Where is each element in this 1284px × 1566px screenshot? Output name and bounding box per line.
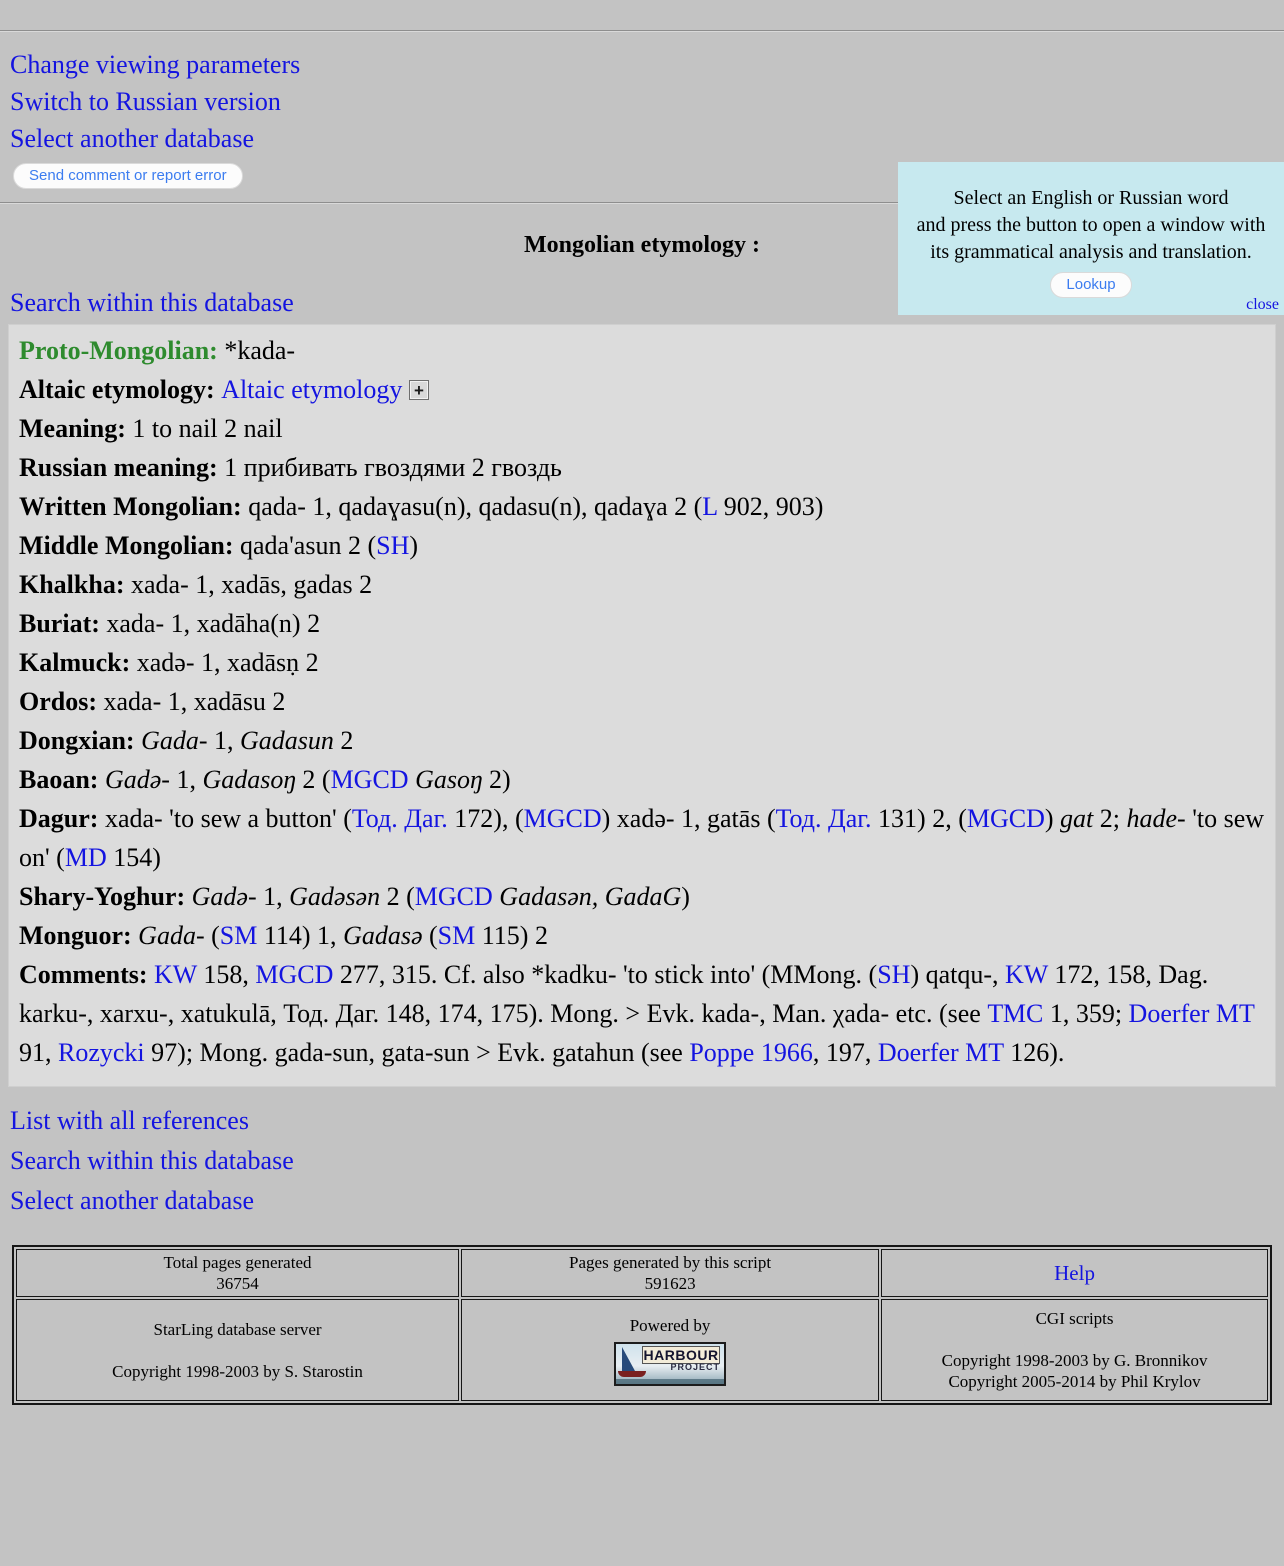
reference-link[interactable]: SH: [877, 960, 911, 989]
field-label: Buriat:: [19, 609, 107, 638]
logo-text-project: PROJECT: [670, 1361, 721, 1372]
footer-row-stats: [16, 1249, 1268, 1297]
field-label: Baoan:: [19, 765, 105, 794]
field-label: Dongxian:: [19, 726, 142, 755]
record-line: [19, 526, 1265, 565]
field-text: ): [1044, 804, 1061, 833]
record-line: [19, 877, 1265, 916]
total-pages-cell: [16, 1249, 459, 1297]
cgi-copyright-2: Copyright 2005-2014 by Phil Krylov: [948, 1372, 1201, 1391]
field-text: 2: [333, 726, 354, 755]
field-text: xada- 1, xadāsu 2: [103, 687, 286, 716]
reference-link[interactable]: Тод. Даг.: [775, 804, 872, 833]
dialect-form: Gadə-: [104, 765, 170, 794]
footer-table: [12, 1245, 1272, 1405]
top-link-0[interactable]: Change viewing parameters: [10, 50, 301, 79]
lookup-message-line: and press the button to open a window with: [916, 214, 1266, 236]
etymology-record: [8, 324, 1276, 1087]
reference-link[interactable]: SM: [219, 921, 258, 950]
field-text: 2 (: [380, 882, 415, 911]
field-text: ) qatqu-,: [910, 960, 1006, 989]
record-line: [19, 916, 1265, 955]
send-comment-button[interactable]: Send comment or report error: [13, 163, 243, 189]
field-label: Meaning:: [19, 414, 133, 443]
lookup-button-row: [898, 272, 1284, 298]
field-text: 277, 315. Cf. also *kadku- 'to stick into' (MMong. (: [333, 960, 878, 989]
field-label: Proto-Mongolian:: [19, 336, 225, 365]
field-text: ): [681, 882, 690, 911]
field-text: 2 (: [295, 765, 331, 794]
dialect-form: Gadasən, GadaG: [499, 882, 682, 911]
field-text: qada'asun 2 (: [240, 531, 377, 560]
field-label: Middle Mongolian:: [19, 531, 241, 560]
record-line: [19, 682, 1265, 721]
field-label: Russian meaning:: [19, 453, 225, 482]
field-text: 158,: [196, 960, 256, 989]
harbour-project-logo[interactable]: [614, 1342, 726, 1386]
reference-link[interactable]: KW: [1005, 960, 1048, 989]
field-text: 91,: [19, 1038, 58, 1067]
record-line: [19, 643, 1265, 682]
field-text: xada- 1, xadāha(n) 2: [106, 609, 321, 638]
lookup-message-line: its grammatical analysis and translation.: [930, 241, 1252, 263]
record-line: [19, 487, 1265, 526]
field-text: (: [204, 921, 220, 950]
field-text: xada- 1, xadās, gadas 2: [131, 570, 373, 599]
help-cell: [881, 1249, 1268, 1297]
help-link[interactable]: Help: [1054, 1260, 1095, 1285]
record-line: [19, 721, 1265, 760]
field-text: xada- 'to sew a button' (: [104, 804, 352, 833]
dialect-form: Gasoŋ: [415, 765, 483, 794]
record-line: [19, 448, 1265, 487]
lookup-overlay-panel: [898, 162, 1284, 315]
close-overlay-link[interactable]: close: [1246, 296, 1279, 313]
field-text: 2;: [1093, 804, 1127, 833]
field-label: Kalmuck:: [19, 648, 137, 677]
field-text: 1,: [207, 726, 241, 755]
reference-link[interactable]: MGCD: [330, 765, 409, 794]
top-divider: [0, 30, 1284, 32]
field-text: 1,: [256, 882, 290, 911]
top-nav-links: [10, 46, 1284, 157]
reference-link[interactable]: KW: [154, 960, 197, 989]
field-text: qada- 1, qadaɣasu(n), qadasu(n), qadaɣa 2 (: [248, 492, 703, 521]
lookup-button[interactable]: Lookup: [1050, 272, 1131, 298]
field-text: ) xadə- 1, gatās (: [601, 804, 776, 833]
script-pages-value: 591623: [644, 1274, 696, 1293]
reference-link[interactable]: MD: [64, 843, 107, 872]
dialect-form: Gadasoŋ: [202, 765, 296, 794]
cgi-label: CGI scripts: [1035, 1309, 1114, 1328]
top-link-2[interactable]: Select another database: [10, 124, 254, 153]
reference-link[interactable]: MGCD: [523, 804, 602, 833]
field-label: Altaic etymology:: [19, 375, 222, 404]
record-line: [19, 370, 1265, 409]
field-text: xadə- 1, xadāsṇ 2: [136, 648, 319, 677]
field-text: 172, 158, Dag. karku-, xarxu-, xatukulā, Тод. Даг. 148, 174, 175). Mong. > Evk. kada-, Man. χada- etc. (see: [19, 960, 1209, 1028]
field-label: Khalkha:: [19, 570, 131, 599]
field-text: 1, 359;: [1043, 999, 1129, 1028]
page-title: Mongolian etymology :: [524, 232, 760, 258]
field-text: 154): [106, 843, 161, 872]
bottom-link-1[interactable]: Search within this database: [10, 1146, 294, 1175]
powered-by-label: Powered by: [629, 1315, 711, 1335]
cgi-credit-cell: [881, 1299, 1268, 1401]
top-link-1[interactable]: Switch to Russian version: [10, 87, 281, 116]
record-line: [19, 760, 1265, 799]
field-label: Dagur:: [19, 804, 105, 833]
lookup-message-line: Select an English or Russian word: [953, 187, 1229, 209]
script-pages-label: Pages generated by this script: [569, 1253, 772, 1272]
field-text: 126).: [1003, 1038, 1065, 1067]
dialect-form: Gadə-: [191, 882, 257, 911]
total-pages-value: 36754: [216, 1274, 259, 1293]
record-line: [19, 409, 1265, 448]
field-text: 1,: [169, 765, 203, 794]
reference-link[interactable]: ТМС: [987, 999, 1044, 1028]
reference-link[interactable]: MGCD: [966, 804, 1045, 833]
field-text: 114) 1,: [257, 921, 344, 950]
field-text: *kada-: [224, 336, 296, 365]
reference-link[interactable]: SH: [376, 531, 410, 560]
dialect-form: Gadəsən: [289, 882, 381, 911]
field-label: Written Mongolian:: [19, 492, 249, 521]
field-text: 131) 2, (: [871, 804, 967, 833]
bottom-link-2[interactable]: Select another database: [10, 1186, 254, 1215]
reference-link[interactable]: SM: [437, 921, 476, 950]
server-copyright: Copyright 1998-2003 by S. Starostin: [112, 1361, 363, 1381]
reference-link[interactable]: Poppe 1966: [689, 1038, 813, 1067]
expand-icon[interactable]: +: [409, 380, 429, 400]
field-text: 1 прибивать гвоздями 2 гвоздь: [224, 453, 562, 482]
reference-link[interactable]: L: [702, 492, 718, 521]
field-text: 97); Mong. gada-sun, gata-sun > Evk. gatahun (see: [144, 1038, 690, 1067]
reference-link[interactable]: Doerfer MT: [1128, 999, 1255, 1028]
field-text: 1 to nail 2 nail: [132, 414, 283, 443]
field-text: (: [422, 921, 438, 950]
total-pages-label: Total pages generated: [163, 1253, 312, 1272]
field-text: 172), (: [447, 804, 524, 833]
dialect-form: Gadasə: [343, 921, 423, 950]
record-line: [19, 565, 1265, 604]
record-line: [19, 955, 1265, 1072]
dialect-form: hade-: [1126, 804, 1186, 833]
bottom-link-0[interactable]: List with all references: [10, 1106, 249, 1135]
logo-text-harbour: HARBOUR: [643, 1346, 719, 1363]
field-text: ): [409, 531, 419, 560]
footer-row-credits: [16, 1299, 1268, 1401]
server-name: StarLing database server: [153, 1319, 322, 1339]
top-spacer: [0, 0, 1284, 30]
field-text: 'to sew on' (: [19, 804, 1265, 872]
field-label: Monguor:: [19, 921, 139, 950]
powered-by-cell: [461, 1299, 879, 1401]
record-line: [19, 331, 1265, 370]
reference-link[interactable]: Тод. Даг.: [351, 804, 448, 833]
dialect-form: Gada-: [138, 921, 205, 950]
dialect-form: Gadasun: [240, 726, 334, 755]
reference-link[interactable]: Rozycki: [58, 1038, 145, 1067]
cgi-copyright-1: Copyright 1998-2003 by G. Bronnikov: [941, 1351, 1208, 1370]
field-label: Ordos:: [19, 687, 104, 716]
sailboat-icon: [622, 1347, 635, 1371]
dialect-form: gat: [1060, 804, 1094, 833]
record-line: [19, 604, 1265, 643]
search-database-link[interactable]: Search within this database: [10, 288, 294, 317]
reference-link[interactable]: MGCD: [255, 960, 334, 989]
server-credit-cell: [16, 1299, 459, 1401]
reference-link[interactable]: Altaic etymology: [221, 375, 403, 404]
reference-link[interactable]: MGCD: [414, 882, 493, 911]
bottom-nav-links: [10, 1101, 1284, 1221]
script-pages-cell: [461, 1249, 879, 1297]
lookup-message: [898, 185, 1284, 266]
field-text: 2): [482, 765, 511, 794]
field-text: 115) 2: [475, 921, 548, 950]
dialect-form: Gada-: [141, 726, 208, 755]
field-label: Comments:: [19, 960, 155, 989]
record-line: [19, 799, 1265, 877]
reference-link[interactable]: Doerfer MT: [877, 1038, 1004, 1067]
field-label: Shary-Yoghur:: [19, 882, 192, 911]
field-text: , 197,: [812, 1038, 878, 1067]
field-text: 902, 903): [717, 492, 824, 521]
